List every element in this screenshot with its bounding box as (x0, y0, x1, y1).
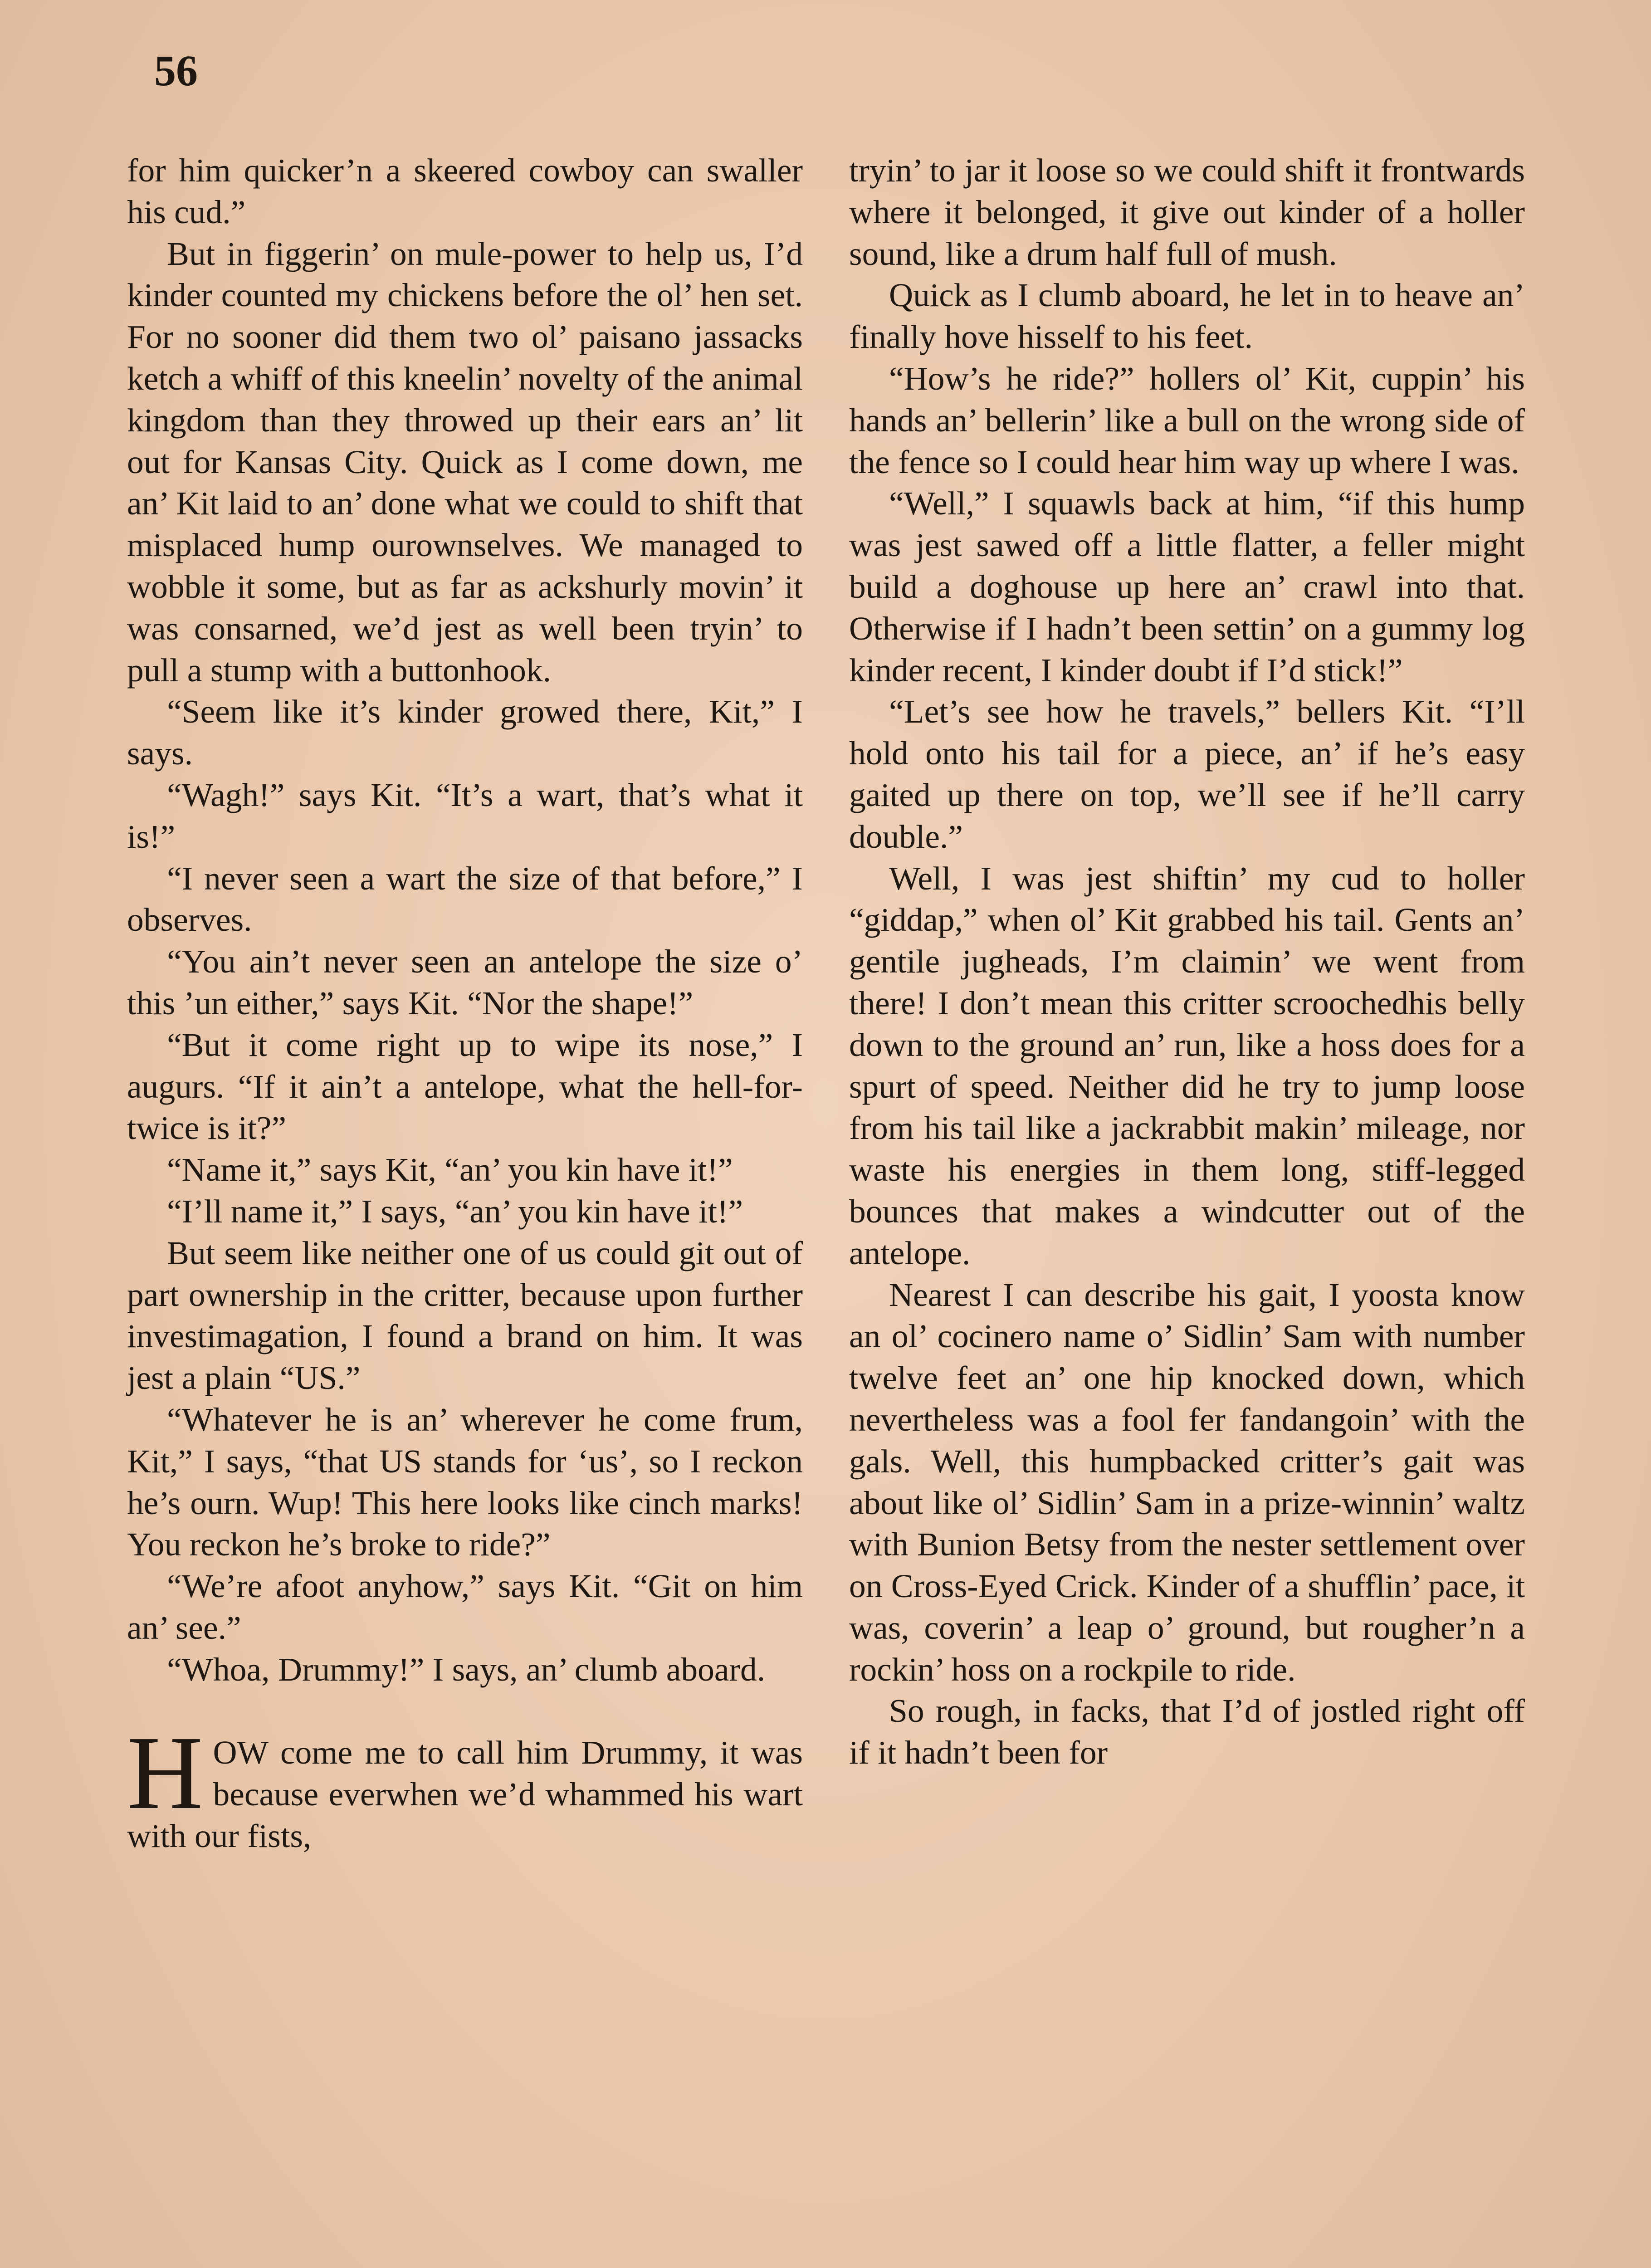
paragraph: “Seem like it’s kinder growed there, Kit,” I says. (127, 693, 803, 772)
paragraph: “Wagh!” says Kit. “It’s a wart, that’s what it is!” (127, 776, 803, 855)
paragraph: “But it come right up to wipe its nose,” I augurs. “If it ain’t a antelope, what the hell-for-twice is it?” (127, 1026, 803, 1147)
left-column (127, 150, 803, 1857)
paragraph: Quick as I clumb aboard, he let in to heave an’ finally hove hisself to his feet. (849, 277, 1525, 356)
paragraph: “I never seen a wart the size of that before,” I observes. (127, 860, 803, 938)
paragraph-text: OW come me to call him Drummy, it was because everwhen we’d whammed his wart with our fists, (127, 1734, 803, 1855)
paragraph: “Name it,” says Kit, “an’ you kin have it!” (167, 1151, 733, 1188)
drop-cap: H (127, 1715, 203, 1832)
paragraph: “Let’s see how he travels,” bellers Kit. “I’ll hold onto his tail for a piece, an’ if he’s easy gaited up there on top, we’ll see if he’ll carry double.” (849, 693, 1525, 855)
paragraph: “Whatever he is an’ wherever he come frum, Kit,” I says, “that US stands for ‘us’, so I reckon he’s ourn. Wup! This here looks like cinch marks! You reckon he’s broke to ride?” (127, 1401, 803, 1563)
paragraph: But seem like neither one of us could git out of part ownership in the critter, because upon further investimagation, I found a brand on him. It was jest a plain “US.” (127, 1234, 803, 1397)
paragraph: But in figgerin’ on mule-power to help us, I’d kinder counted my chickens before the ol’ hen set. For no sooner did them two ol’ paisano jassacks ketch a whiff of this kneelin’ novelty of the animal kingdom than they throwed up their ears an’ lit out for Kansas City. Quick as I come down, me an’ Kit laid to an’ done what we could to shift that misplaced hump ourownselves. We managed to wobble it some, but as far as ackshurly movin’ it was consarned, we’d jest as well been tryin’ to pull a stump with a buttonhook. (127, 235, 803, 689)
page-number: 56 (154, 46, 198, 95)
paragraph: “Whoa, Drummy!” I says, an’ clumb aboard. (167, 1651, 766, 1688)
paragraph: Well, I was jest shiftin’ my cud to holler “giddap,” when ol’ Kit grabbed his tail. Gents an’ gentile jugheads, I’m claimin’ we went from there! I don’t mean this critter scroochedhis belly down to the ground an’ run, like a hoss does for a spurt of speed. Neither did he try to jump loose from his tail like a jackrabbit makin’ mileage, nor waste his energies in them long, stiff-legged bounces that makes a windcutter out of the antelope. (849, 860, 1525, 1271)
section-opening-paragraph (127, 1715, 803, 1857)
paragraph: So rough, in facks, that I’d of jostled right off if it hadn’t been for (849, 1692, 1525, 1771)
paragraph: tryin’ to jar it loose so we could shift it frontwards where it belonged, it give out kinder of a holler sound, like a drum half full of mush. (849, 152, 1525, 272)
paragraph: for him quicker’n a skeered cowboy can swaller his cud.” (127, 152, 803, 230)
paragraph: “How’s he ride?” hollers ol’ Kit, cuppin’ his hands an’ bellerin’ like a bull on the wrong side of the fence so I could hear him way up where I was. (849, 360, 1525, 480)
paragraph: “I’ll name it,” I says, “an’ you kin have it!” (167, 1193, 743, 1230)
right-column (849, 150, 1525, 1774)
paragraph: “Well,” I squawls back at him, “if this hump was jest sawed off a little flatter, a feller might build a doghouse up here an’ crawl into that. Otherwise if I hadn’t been settin’ on a gummy log kinder recent, I kinder doubt if I’d stick!” (849, 485, 1525, 689)
paragraph: Nearest I can describe his gait, I yoosta know an ol’ cocinero name o’ Sidlin’ Sam with number twelve feet an’ one hip knocked down, which nevertheless was a fool fer fandangoin’ with the gals. Well, this humpbacked critter’s gait was about like ol’ Sidlin’ Sam in a prize-winnin’ waltz with Bunion Betsy from the nester settlement over on Cross-Eyed Crick. Kinder of a shufflin’ pace, it was, coverin’ a leap o’ ground, but rougher’n a rockin’ hoss on a rockpile to ride. (849, 1276, 1525, 1688)
paragraph: “You ain’t never seen an antelope the size o’ this ’un either,” says Kit. “Nor the shape!” (127, 943, 803, 1022)
paragraph: “We’re afoot anyhow,” says Kit. “Git on him an’ see.” (127, 1568, 803, 1646)
